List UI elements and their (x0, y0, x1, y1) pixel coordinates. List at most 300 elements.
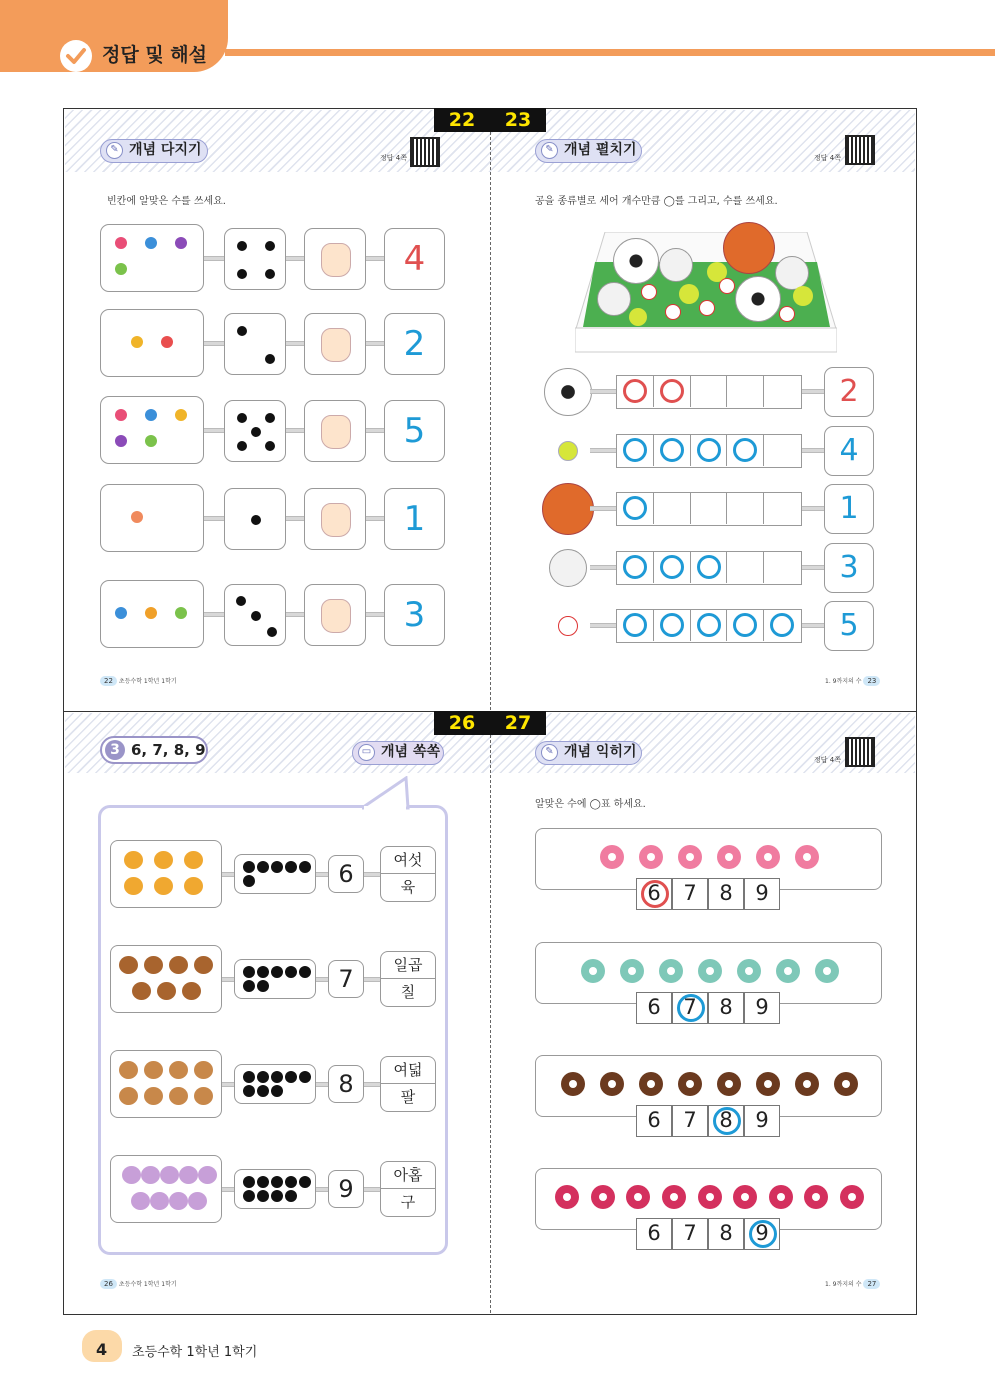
tally-row (540, 601, 875, 651)
donut-icon (840, 1185, 864, 1209)
donut-icon (662, 1185, 686, 1209)
dot (243, 1190, 255, 1202)
soccer-ball-icon (735, 276, 781, 322)
section-pill-right (535, 139, 642, 163)
dice-pip (265, 241, 275, 251)
choice-label: 7 (683, 1108, 697, 1132)
donut-icon (581, 959, 605, 983)
choice-strip (636, 992, 780, 1024)
dot (257, 861, 269, 873)
donut-icon (815, 959, 839, 983)
candy-icon (175, 607, 187, 619)
native-word: 아홉 (380, 1161, 436, 1189)
grid-cell[interactable] (617, 376, 654, 407)
answer-label: 정답 4쪽 (380, 154, 407, 162)
connector (366, 256, 384, 261)
grid-cell[interactable] (764, 493, 801, 524)
exercise-row (100, 580, 445, 648)
dot (243, 1071, 255, 1083)
bear-icon (169, 956, 188, 974)
dice-pip (237, 269, 247, 279)
basketball-icon (723, 222, 775, 274)
choice-label: 7 (683, 881, 697, 905)
monkey-icon (144, 1087, 163, 1105)
answer-box[interactable]: 5 (384, 400, 445, 462)
donut-icon (659, 959, 683, 983)
volleyball-icon (659, 248, 693, 282)
bear-icon (157, 982, 176, 1000)
choice-strip (636, 1218, 780, 1250)
dot (243, 1085, 255, 1097)
drawn-circle (623, 379, 647, 403)
baseball-icon (641, 284, 657, 300)
donut-icon (769, 1185, 793, 1209)
grid-cell[interactable] (654, 493, 691, 524)
monkey-icon (169, 1087, 188, 1105)
tiger-icon (154, 877, 173, 895)
dot (271, 1085, 283, 1097)
choice-label: 9 (755, 1108, 769, 1132)
dot (285, 1176, 297, 1188)
candy-box (100, 224, 204, 292)
connector (204, 256, 224, 261)
answer-box[interactable]: 1 (824, 484, 874, 534)
tiger-icon (184, 877, 203, 895)
candy-icon (115, 409, 127, 421)
donut-icon (678, 845, 702, 869)
donut-icon (639, 1072, 663, 1096)
candy-icon (145, 435, 157, 447)
choice-cell[interactable] (672, 878, 708, 910)
candy-icon (131, 336, 143, 348)
connector (286, 516, 304, 521)
connector (316, 1082, 328, 1087)
donut-icon (626, 1185, 650, 1209)
connector (366, 428, 384, 433)
drawn-circle (697, 438, 721, 462)
donut-icon (756, 1072, 780, 1096)
grid-cell[interactable] (727, 610, 764, 641)
qr-code-icon[interactable] (845, 135, 875, 165)
baseball-icon (558, 616, 578, 636)
choice-cell[interactable] (636, 992, 672, 1024)
dot (243, 966, 255, 978)
candy-icon (115, 607, 127, 619)
choice-label: 6 (647, 1108, 661, 1132)
pill-label: 개념 익히기 (564, 744, 637, 760)
baseball-icon (665, 304, 681, 320)
exercise-row (100, 309, 445, 377)
dot (271, 1176, 283, 1188)
choice-label: 7 (683, 1221, 697, 1245)
choice-cell[interactable] (636, 1105, 672, 1137)
hand-icon (321, 599, 351, 633)
sino-word: 구 (380, 1189, 436, 1217)
native-word: 일곱 (380, 951, 436, 979)
grid-cell[interactable] (727, 552, 764, 583)
answer-box[interactable]: 4 (384, 228, 445, 290)
drawn-circle (660, 438, 684, 462)
qr-code-icon[interactable] (410, 137, 440, 167)
section-number: 3 (105, 740, 125, 760)
donut-icon (591, 1185, 615, 1209)
connector (590, 623, 616, 628)
choice-cell[interactable] (744, 1218, 780, 1250)
page-title: 정답 및 해설 (102, 44, 207, 66)
hand-icon (321, 328, 351, 362)
baseball-icon (779, 306, 795, 322)
pill-label: 개념 쏙쏙 (381, 744, 440, 760)
donut-icon (834, 1072, 858, 1096)
dot (257, 1176, 269, 1188)
exercise-row (100, 396, 445, 464)
choice-cell[interactable] (636, 878, 672, 910)
drawn-circle (623, 496, 647, 520)
number-box: 6 (328, 855, 364, 893)
candy-icon (131, 511, 143, 523)
pencil-icon: ✎ (541, 744, 558, 761)
hippo-icon (160, 1166, 179, 1184)
donut-icon (698, 1185, 722, 1209)
footer-text: 초등수학 1학년 1학기 (118, 1281, 177, 1288)
grid-cell[interactable] (654, 552, 691, 583)
choice-cell[interactable] (708, 1218, 744, 1250)
connector (802, 623, 824, 628)
connector (802, 448, 824, 453)
donut-icon (600, 845, 624, 869)
grid-cell[interactable] (727, 493, 764, 524)
candy-box (100, 580, 204, 648)
section-heading (100, 736, 208, 764)
exercise-row (100, 224, 445, 292)
answer-box[interactable]: 2 (824, 367, 874, 417)
connector (366, 516, 384, 521)
connector (364, 1082, 380, 1087)
grid-cell[interactable] (617, 493, 654, 524)
drawn-circle (660, 613, 684, 637)
dot (243, 1176, 255, 1188)
hippo-icon (150, 1192, 169, 1210)
hippo-icon (198, 1166, 217, 1184)
choice-label: 8 (719, 881, 733, 905)
connector (222, 977, 234, 982)
grid-cell[interactable] (691, 376, 728, 407)
hand-icon (321, 243, 351, 277)
hand-icon (321, 415, 351, 449)
dot (257, 966, 269, 978)
choice-cell[interactable] (708, 878, 744, 910)
basketball-icon (542, 483, 594, 535)
connector (366, 612, 384, 617)
connector (802, 389, 824, 394)
number-row (110, 1155, 438, 1223)
choice-cell[interactable] (672, 992, 708, 1024)
dice-pip (265, 269, 275, 279)
instruction: 빈칸에 알맞은 수를 쓰세요. (107, 196, 226, 207)
donut-icon (717, 845, 741, 869)
monkey-icon (144, 1061, 163, 1079)
choice-cell[interactable] (672, 1218, 708, 1250)
tally-grid (616, 375, 802, 409)
candy-icon (145, 237, 157, 249)
connector (364, 1187, 380, 1192)
footer-page: 27 (863, 1279, 880, 1289)
footer-right (825, 1279, 880, 1289)
connector (286, 256, 304, 261)
footer-left (100, 1279, 177, 1289)
drawn-circle (770, 613, 794, 637)
candy-box (100, 309, 204, 377)
donut-icon (561, 1072, 585, 1096)
grid-cell[interactable] (617, 435, 654, 466)
dot (271, 1071, 283, 1083)
candy-box (100, 484, 204, 552)
grid-cell[interactable] (654, 376, 691, 407)
tally-grid (616, 609, 802, 643)
dot (285, 966, 297, 978)
connector (286, 341, 304, 346)
dice-pip (265, 354, 275, 364)
tiger-icon (184, 851, 203, 869)
dot (285, 861, 297, 873)
grid-cell[interactable] (691, 493, 728, 524)
animal-box (110, 1155, 222, 1223)
pencil-icon: ✎ (106, 142, 123, 159)
candy-icon (145, 607, 157, 619)
page-tab-left: 22 (434, 108, 490, 132)
grid-cell[interactable] (691, 610, 728, 641)
dot-box (234, 854, 316, 894)
sino-word: 육 (380, 874, 436, 902)
dice-pip (251, 611, 261, 621)
choice-label: 9 (755, 881, 769, 905)
bear-icon (132, 982, 151, 1000)
choice-label: 8 (719, 1108, 733, 1132)
footer-page: 22 (100, 676, 117, 686)
grid-cell[interactable] (727, 435, 764, 466)
dice-pip (267, 627, 277, 637)
answer-box[interactable]: 5 (824, 601, 874, 651)
animal-box (110, 840, 222, 908)
dot (271, 861, 283, 873)
hand-icon (321, 503, 351, 537)
tally-grid (616, 551, 802, 585)
footer-right (825, 676, 880, 686)
bear-icon (119, 956, 138, 974)
tally-row (540, 484, 875, 534)
connector (286, 428, 304, 433)
drawn-circle (697, 555, 721, 579)
dot (257, 1071, 269, 1083)
choice-cell[interactable] (744, 878, 780, 910)
section-pill-right (535, 741, 642, 765)
connector (590, 389, 616, 394)
grid-cell[interactable] (727, 376, 764, 407)
sino-word: 칠 (380, 979, 436, 1007)
pill-label: 개념 다지기 (129, 142, 202, 158)
dot-box (234, 1064, 316, 1104)
instruction: 알맞은 수에 ◯표 하세요. (535, 799, 646, 810)
tennis-ball-icon (679, 284, 699, 304)
dot (257, 1085, 269, 1097)
choice-label: 6 (647, 881, 661, 905)
grid-cell[interactable] (691, 552, 728, 583)
number-box: 9 (328, 1170, 364, 1208)
number-box: 7 (328, 960, 364, 998)
dice-pip (251, 515, 261, 525)
donut-icon (756, 845, 780, 869)
connector (204, 612, 224, 617)
candy-icon (161, 336, 173, 348)
volleyball-icon (549, 549, 587, 587)
donut-icon (795, 1072, 819, 1096)
answer-box[interactable]: 4 (824, 426, 874, 476)
choice-cell[interactable] (744, 1105, 780, 1137)
hand-box (304, 488, 366, 550)
tennis-ball-icon (793, 286, 813, 306)
choice-cell[interactable] (708, 992, 744, 1024)
header-rule (225, 49, 995, 56)
footer-text: 1. 9까지의 수 (825, 1281, 862, 1288)
page-number: 4 (96, 1340, 108, 1359)
soccer-ball-icon (613, 238, 659, 284)
native-word: 여덟 (380, 1056, 436, 1084)
connector (590, 565, 616, 570)
tiger-icon (124, 877, 143, 895)
choice-label: 6 (647, 995, 661, 1019)
dot (285, 1071, 297, 1083)
monkey-icon (194, 1061, 213, 1079)
hippo-icon (179, 1166, 198, 1184)
answer-label: 정답 4쪽 (814, 154, 841, 162)
candy-icon (115, 237, 127, 249)
dice-pip (237, 413, 247, 423)
grid-cell[interactable] (764, 552, 801, 583)
tiger-icon (124, 851, 143, 869)
donut-icon (737, 959, 761, 983)
grid-cell[interactable] (691, 435, 728, 466)
grid-cell[interactable] (654, 610, 691, 641)
monkey-icon (194, 1087, 213, 1105)
connector (222, 1082, 234, 1087)
choice-label: 6 (647, 1221, 661, 1245)
choice-label: 8 (719, 1221, 733, 1245)
connector (590, 506, 616, 511)
connector (204, 428, 224, 433)
choice-cell[interactable] (744, 992, 780, 1024)
connector (204, 516, 224, 521)
grid-cell[interactable] (764, 376, 801, 407)
connector (316, 872, 328, 877)
bear-icon (194, 956, 213, 974)
baseball-icon (719, 278, 735, 294)
answer-box[interactable]: 3 (384, 584, 445, 646)
monkey-icon (119, 1061, 138, 1079)
grid-cell[interactable] (764, 435, 801, 466)
page-tab-right: 23 (490, 108, 546, 132)
dice-pip (265, 441, 275, 451)
answer-box[interactable]: 3 (824, 543, 874, 593)
connector (286, 612, 304, 617)
connector (316, 977, 328, 982)
dice-pip (237, 441, 247, 451)
dice-pip (265, 413, 275, 423)
instruction: 공을 종류별로 세어 개수만큼 ◯를 그리고, 수를 쓰세요. (535, 196, 778, 207)
page-tab-right: 27 (490, 711, 546, 735)
qr-code-icon[interactable] (845, 737, 875, 767)
donut-icon (639, 845, 663, 869)
tiger-icon (154, 851, 173, 869)
dot (243, 861, 255, 873)
grid-cell[interactable] (654, 435, 691, 466)
check-circle-icon (60, 40, 92, 72)
dice-pip (236, 596, 246, 606)
answer-box[interactable]: 2 (384, 313, 445, 375)
book-icon: ▭ (358, 744, 375, 761)
bear-icon (182, 982, 201, 1000)
choice-cell[interactable] (708, 1105, 744, 1137)
footer-left (100, 676, 177, 686)
choice-label: 7 (683, 995, 697, 1019)
choice-cell[interactable] (636, 1218, 672, 1250)
answer-box[interactable]: 1 (384, 488, 445, 550)
drawn-circle (733, 613, 757, 637)
baseball-icon (699, 300, 715, 316)
hippo-icon (188, 1192, 207, 1210)
section-pill-left (352, 741, 444, 765)
grid-cell[interactable] (617, 552, 654, 583)
dot-box (234, 1169, 316, 1209)
donut-icon (620, 959, 644, 983)
drawn-circle (623, 555, 647, 579)
ball-tray (575, 232, 837, 354)
page-tab-left: 26 (434, 711, 490, 735)
number-row (110, 945, 438, 1013)
animal-box (110, 1050, 222, 1118)
candy-icon (115, 263, 127, 275)
bottom-divider (490, 735, 491, 1313)
native-word: 여섯 (380, 846, 436, 874)
pencil-icon: ✎ (541, 142, 558, 159)
dot-box (234, 959, 316, 999)
choice-cell[interactable] (672, 1105, 708, 1137)
donut-icon (678, 1072, 702, 1096)
connector (802, 565, 824, 570)
monkey-icon (169, 1061, 188, 1079)
tennis-ball-icon (629, 308, 647, 326)
dice-box (224, 488, 286, 550)
dot (299, 966, 311, 978)
section-pill-left (100, 139, 208, 163)
drawn-circle (733, 438, 757, 462)
donut-icon (555, 1185, 579, 1209)
number-row (110, 840, 438, 908)
connector (204, 341, 224, 346)
pill-label: 개념 펼치기 (564, 142, 637, 158)
grid-cell[interactable] (764, 610, 801, 641)
grid-cell[interactable] (617, 610, 654, 641)
footer-text: 1. 9까지의 수 (825, 678, 862, 685)
top-divider (490, 132, 491, 710)
footer-page: 26 (100, 1279, 117, 1289)
dot (299, 861, 311, 873)
hippo-icon (122, 1166, 141, 1184)
drawn-circle (660, 555, 684, 579)
number-box: 8 (328, 1065, 364, 1103)
choice-strip (636, 878, 780, 910)
donut-icon (600, 1072, 624, 1096)
candy-icon (175, 237, 187, 249)
